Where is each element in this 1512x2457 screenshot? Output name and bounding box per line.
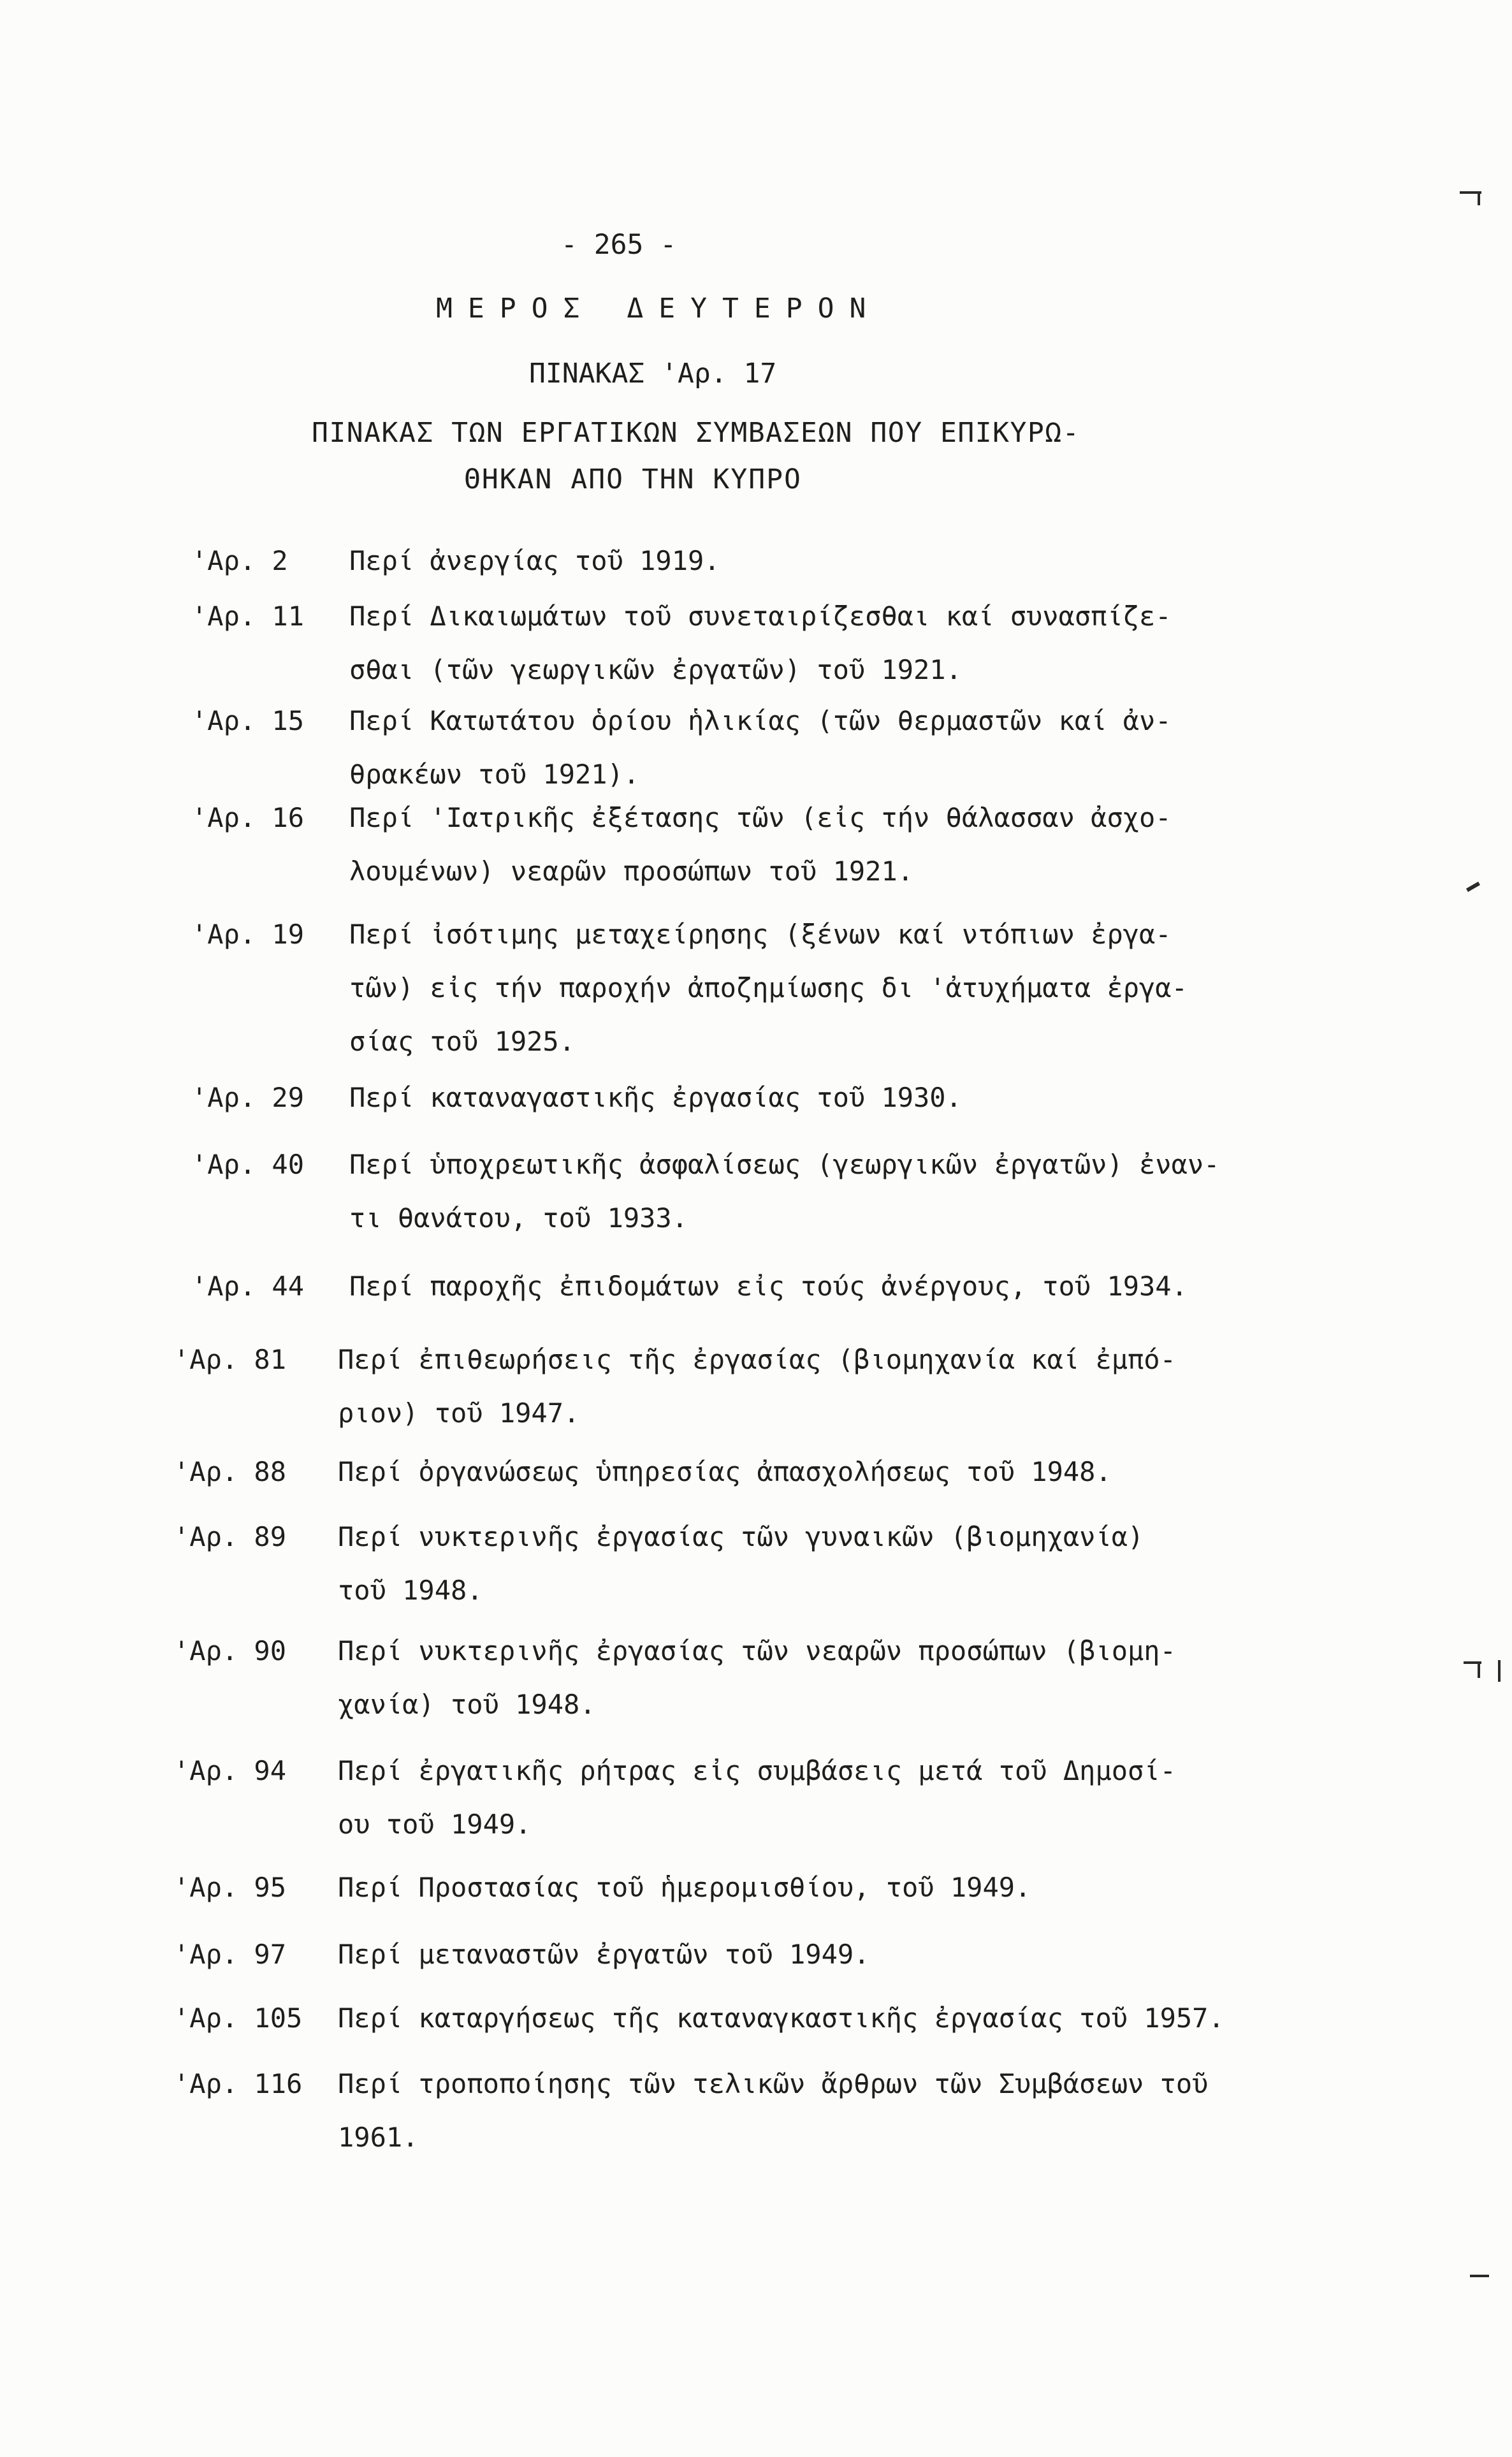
convention-number: 'Αρ. 29 <box>191 1082 305 1113</box>
convention-title-line: ριον) τοῦ 1947. <box>338 1397 580 1429</box>
convention-number: 'Αρ. 81 <box>173 1344 287 1375</box>
convention-title-line: Περί καταργήσεως τῆς καταναγκαστικῆς ἐργασίας τοῦ 1957. <box>338 2002 1225 2034</box>
table-title-line: ΠΙΝΑΚΑΣ ΤΩΝ ΕΡΓΑΤΙΚΩΝ ΣΥΜΒΑΣΕΩΝ ΠΟΥ ΕΠΙΚΥΡΩ- <box>312 417 1080 449</box>
convention-title-line: Περί ὀργανώσεως ὑπηρεσίας ἀπασχολήσεως τοῦ 1948. <box>338 1456 1112 1487</box>
convention-title <box>349 1138 1219 1245</box>
convention-number: 'Αρ. 94 <box>173 1755 287 1786</box>
convention-title-line: Περί νυκτερινῆς ἐργασίας τῶν γυναικῶν (βιομηχανία) <box>338 1521 1144 1552</box>
convention-title-line: Περί ὑποχρεωτικῆς ἀσφαλίσεως (γεωργικῶν ἐργατῶν) ἐναν- <box>349 1149 1220 1180</box>
convention-title-line: λουμένων) νεαρῶν προσώπων τοῦ 1921. <box>349 856 914 887</box>
convention-title <box>338 1928 869 1981</box>
scan-mark <box>1466 882 1480 892</box>
convention-title-line: Περί ἐπιθεωρήσεις τῆς ἐργασίας (βιομηχανία καί ἐμπό- <box>338 1344 1176 1375</box>
convention-title <box>338 1333 1176 1440</box>
convention-number: 'Αρ. 97 <box>173 1939 287 1970</box>
convention-title-line: Περί καταναγαστικῆς ἐργασίας τοῦ 1930. <box>349 1082 962 1113</box>
convention-title-line: 1961. <box>338 2122 419 2153</box>
convention-title <box>349 534 720 588</box>
page-number: - 265 - <box>561 229 677 261</box>
convention-number: 'Αρ. 95 <box>173 1872 287 1903</box>
convention-title-line: θρακέων τοῦ 1921). <box>349 759 640 790</box>
convention-title-line: Περί ἰσότιμης μεταχείρησης (ξένων καί ντόπιων ἐργα- <box>349 919 1172 950</box>
convention-title-line: σθαι (τῶν γεωργικῶν ἐργατῶν) τοῦ 1921. <box>349 654 962 685</box>
convention-title <box>349 694 1172 801</box>
scan-mark <box>1498 1660 1501 1682</box>
convention-title-line: τῶν) εἰς τήν παροχήν ἀποζημίωσης δι 'ἀτυχήματα ἐργα- <box>349 972 1188 1003</box>
scan-mark <box>1470 2275 1489 2277</box>
convention-title-line: Περί ἀνεργίας τοῦ 1919. <box>349 545 720 576</box>
convention-number: 'Αρ. 90 <box>173 1635 287 1666</box>
table-title-line: ΘΗΚΑΝ ΑΠΟ ΤΗΝ ΚΥΠΡΟ <box>464 463 802 495</box>
convention-title <box>349 791 1172 898</box>
convention-number: 'Αρ. 19 <box>191 919 305 950</box>
convention-title <box>349 590 1172 697</box>
convention-number: 'Αρ. 2 <box>191 545 288 576</box>
convention-title-line: Περί μεταναστῶν ἐργατῶν τοῦ 1949. <box>338 1939 870 1970</box>
convention-title-line: Περί παροχῆς ἐπιδομάτων εἰς τούς ἀνέργους, τοῦ 1934. <box>349 1271 1188 1302</box>
convention-title <box>338 2057 1208 2164</box>
convention-title <box>338 1861 1031 1914</box>
convention-title-line: Περί 'Ιατρικῆς ἐξέτασης τῶν (εἰς τήν θάλασσαν ἀσχο- <box>349 802 1172 833</box>
convention-title <box>349 1071 962 1125</box>
convention-title-line: ου τοῦ 1949. <box>338 1809 532 1840</box>
convention-title <box>349 1260 1188 1313</box>
convention-number: 'Αρ. 105 <box>173 2002 303 2034</box>
convention-title <box>338 1445 1112 1499</box>
convention-title <box>349 908 1188 1068</box>
convention-title-line: Περί Κατωτάτου ὁρίου ἡλικίας (τῶν θερμαστῶν καί ἀν- <box>349 705 1172 736</box>
part-title: ΜΕΡΟΣ ΔΕΥΤΕΡΟΝ <box>436 293 882 324</box>
scan-mark <box>1478 1661 1480 1678</box>
convention-title <box>338 1744 1176 1851</box>
convention-title-line: τι θανάτου, τοῦ 1933. <box>349 1202 688 1234</box>
convention-title-line: Περί Δικαιωμάτων τοῦ συνεταιρίζεσθαι καί συνασπίζε- <box>349 601 1172 632</box>
convention-number: 'Αρ. 40 <box>191 1149 305 1180</box>
convention-title-line: Περί Προστασίας τοῦ ἡμερομισθίου, τοῦ 1949. <box>338 1872 1031 1903</box>
convention-title-line: χανία) τοῦ 1948. <box>338 1689 596 1720</box>
scan-mark <box>1478 191 1480 205</box>
convention-title <box>338 1992 1225 2045</box>
convention-number: 'Αρ. 88 <box>173 1456 287 1487</box>
convention-number: 'Αρ. 16 <box>191 802 305 833</box>
convention-title <box>338 1624 1176 1732</box>
convention-title <box>338 1510 1144 1617</box>
convention-number: 'Αρ. 11 <box>191 601 305 632</box>
convention-title-line: Περί νυκτερινῆς ἐργασίας τῶν νεαρῶν προσώπων (βιομη- <box>338 1635 1176 1666</box>
convention-number: 'Αρ. 44 <box>191 1271 305 1302</box>
convention-number: 'Αρ. 116 <box>173 2068 303 2099</box>
convention-title-line: σίας τοῦ 1925. <box>349 1026 576 1057</box>
convention-number: 'Αρ. 89 <box>173 1521 287 1552</box>
convention-title-line: Περί ἐργατικῆς ρήτρας εἰς συμβάσεις μετά τοῦ Δημοσί- <box>338 1755 1176 1786</box>
table-label: ΠΙΝΑΚΑΣ 'Αρ. 17 <box>529 358 777 390</box>
convention-number: 'Αρ. 15 <box>191 705 305 736</box>
convention-title-line: Περί τροποποίησης τῶν τελικῶν ἄρθρων τῶν Συμβάσεων τοῦ <box>338 2068 1209 2099</box>
convention-title-line: τοῦ 1948. <box>338 1575 483 1606</box>
